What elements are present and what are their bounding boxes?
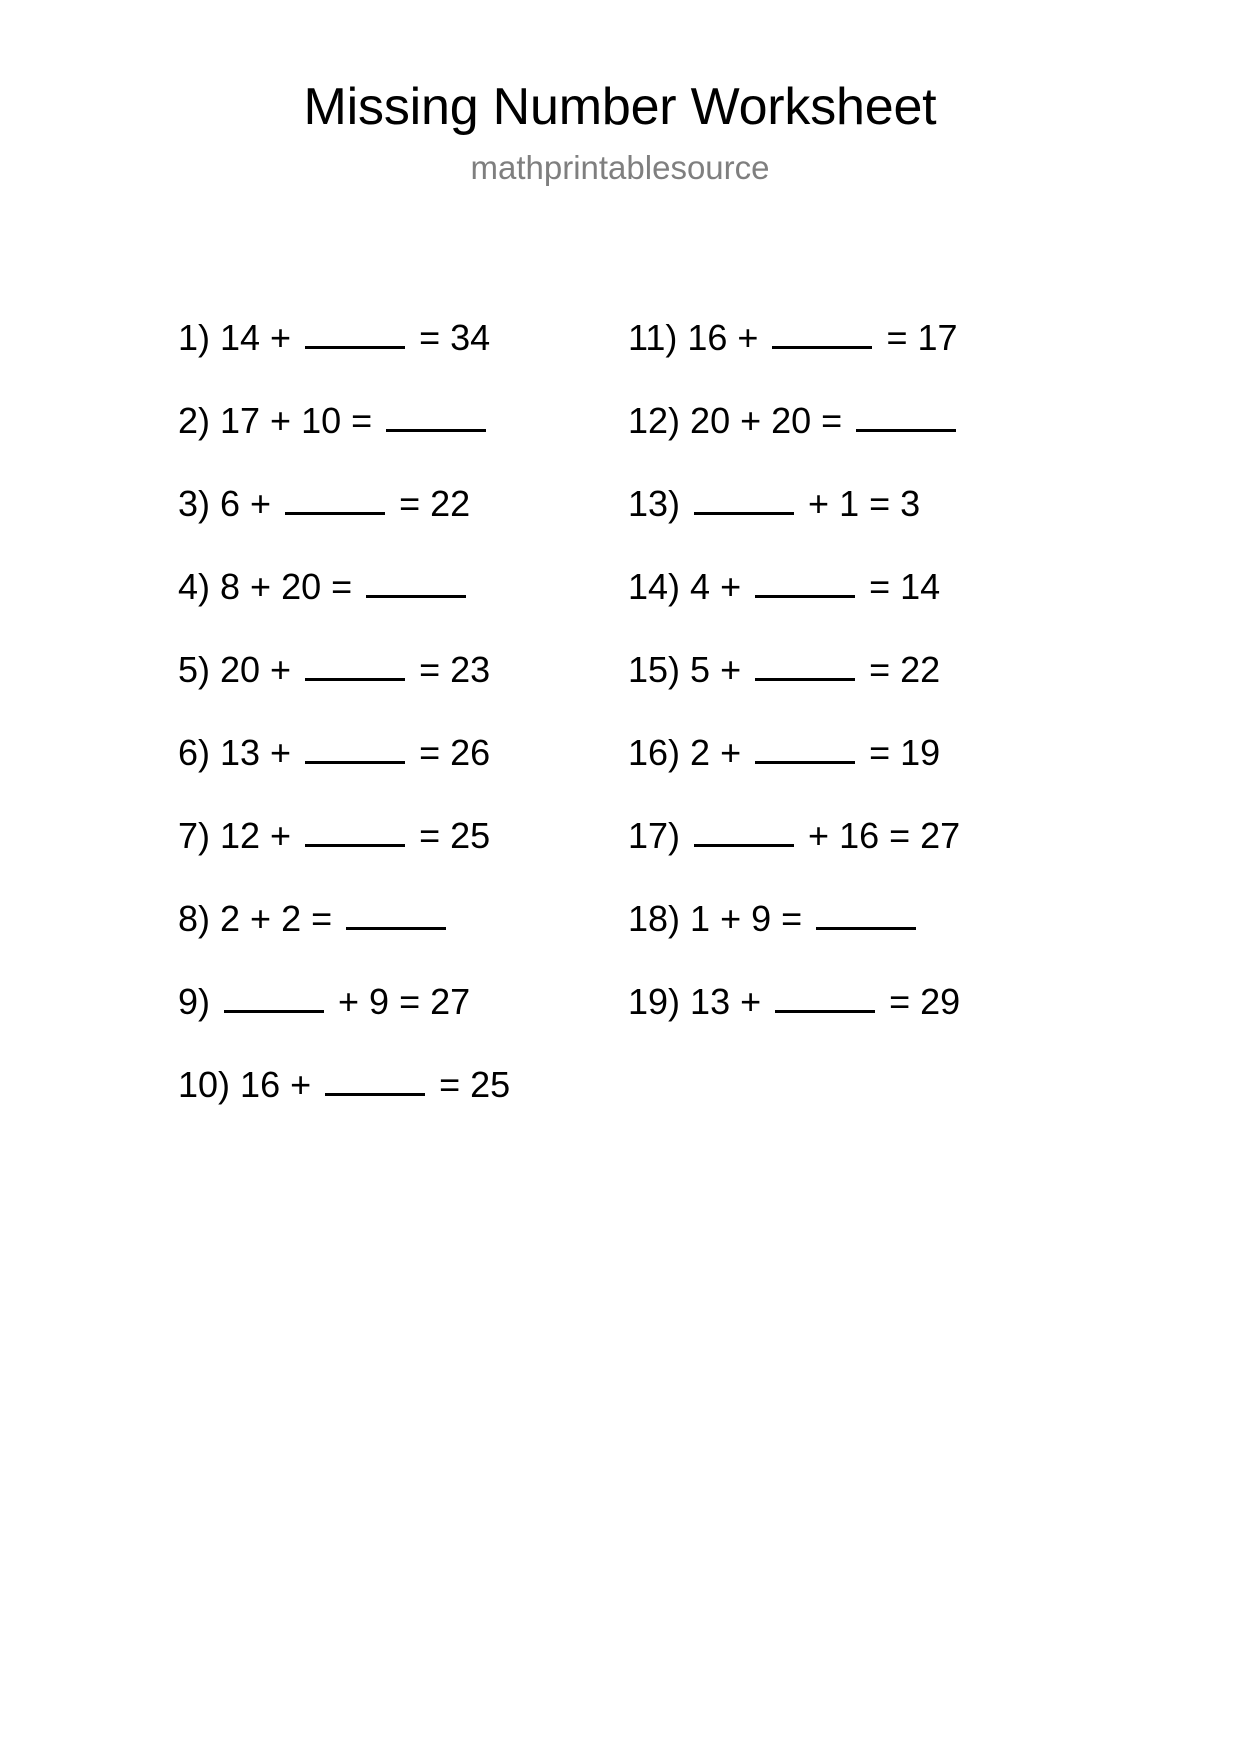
problem-expression-before-blank: 2 + 2 =: [220, 898, 343, 939]
answer-blank[interactable]: [321, 1053, 429, 1097]
problem-number: 17): [628, 815, 691, 856]
problem-expression-after-blank: = 25: [409, 815, 491, 856]
problem-expression-before-blank: 4 +: [690, 566, 752, 607]
problem-expression-after-blank: = 19: [859, 732, 941, 773]
worksheet-header: [0, 78, 1240, 188]
problem-row: [178, 638, 608, 721]
problem-row: [628, 472, 1078, 555]
problem-row: [628, 804, 1078, 887]
answer-blank[interactable]: [362, 555, 470, 599]
problem-number: 8): [178, 898, 221, 939]
answer-blank[interactable]: [301, 804, 409, 848]
answer-blank[interactable]: [690, 472, 798, 516]
problem-row: [628, 389, 1078, 472]
problem-expression-before-blank: 1 + 9 =: [690, 898, 813, 939]
problem-row: [178, 970, 608, 1053]
problem-statement: [178, 555, 470, 609]
page-title: Missing Number Worksheet: [303, 78, 937, 136]
problem-expression-after-blank: = 17: [876, 317, 958, 358]
answer-blank[interactable]: [852, 389, 960, 433]
problem-statement: [178, 472, 470, 526]
problem-statement: [628, 389, 960, 443]
problem-expression-before-blank: 13 +: [690, 981, 772, 1022]
answer-blank[interactable]: [751, 555, 859, 599]
problem-statement: [628, 555, 940, 609]
problem-number: 4): [178, 566, 221, 607]
problem-statement: [178, 389, 490, 443]
problem-number: 19): [628, 981, 691, 1022]
problem-expression-before-blank: 20 +: [220, 649, 302, 690]
problem-statement: [628, 970, 960, 1024]
problem-grid: [0, 306, 1240, 1186]
problem-statement: [628, 887, 920, 941]
problem-row: [178, 472, 608, 555]
problem-number: 6): [178, 732, 221, 773]
problem-statement: [178, 887, 450, 941]
problem-statement: [628, 306, 958, 360]
problem-statement: [178, 970, 470, 1024]
problem-expression-before-blank: 2 +: [690, 732, 752, 773]
problem-row: [628, 970, 1078, 1053]
problem-number: 5): [178, 649, 221, 690]
problem-expression-before-blank: 13 +: [220, 732, 302, 773]
problem-row: [178, 804, 608, 887]
answer-blank[interactable]: [220, 970, 328, 1014]
problem-statement: [178, 721, 490, 775]
problem-statement: [178, 638, 490, 692]
problem-number: 7): [178, 815, 221, 856]
problem-statement: [628, 472, 920, 526]
problem-statement: [628, 638, 940, 692]
problem-number: 10): [178, 1064, 241, 1105]
problem-number: 9): [178, 981, 221, 1022]
problem-number: 3): [178, 483, 221, 524]
answer-blank[interactable]: [690, 804, 798, 848]
problem-column-left: [178, 306, 608, 1136]
problem-statement: [628, 804, 960, 858]
problem-number: 12): [628, 400, 691, 441]
answer-blank[interactable]: [812, 887, 920, 931]
problem-expression-after-blank: = 14: [859, 566, 941, 607]
problem-expression-before-blank: 6 +: [220, 483, 282, 524]
problem-expression-before-blank: 12 +: [220, 815, 302, 856]
problem-expression-before-blank: 16 +: [240, 1064, 322, 1105]
problem-row: [178, 555, 608, 638]
problem-number: 16): [628, 732, 691, 773]
problem-expression-before-blank: 14 +: [220, 317, 302, 358]
answer-blank[interactable]: [771, 970, 879, 1014]
problem-expression-before-blank: 5 +: [690, 649, 752, 690]
answer-blank[interactable]: [751, 721, 859, 765]
problem-row: [628, 887, 1078, 970]
problem-row: [178, 389, 608, 472]
problem-row: [628, 638, 1078, 721]
problem-row: [178, 306, 608, 389]
problem-row: [178, 887, 608, 970]
problem-expression-before-blank: 20 + 20 =: [690, 400, 853, 441]
answer-blank[interactable]: [301, 638, 409, 682]
answer-blank[interactable]: [301, 721, 409, 765]
problem-number: 1): [178, 317, 221, 358]
page-subtitle: mathprintablesource: [470, 149, 770, 187]
problem-number: 13): [628, 483, 691, 524]
problem-expression-after-blank: = 26: [409, 732, 491, 773]
problem-expression-after-blank: + 9 = 27: [328, 981, 471, 1022]
problem-expression-after-blank: = 22: [859, 649, 941, 690]
problem-row: [178, 1053, 608, 1136]
problem-number: 2): [178, 400, 221, 441]
problem-expression-after-blank: + 16 = 27: [798, 815, 961, 856]
problem-number: 18): [628, 898, 691, 939]
problem-column-right: [628, 306, 1078, 1053]
answer-blank[interactable]: [382, 389, 490, 433]
answer-blank[interactable]: [281, 472, 389, 516]
problem-row: [178, 721, 608, 804]
problem-expression-after-blank: = 23: [409, 649, 491, 690]
problem-statement: [628, 721, 940, 775]
problem-expression-after-blank: = 22: [389, 483, 471, 524]
problem-statement: [178, 306, 490, 360]
problem-expression-after-blank: + 1 = 3: [798, 483, 921, 524]
problem-statement: [178, 1053, 510, 1107]
problem-row: [628, 306, 1078, 389]
problem-expression-after-blank: = 29: [879, 981, 961, 1022]
problem-expression-before-blank: 8 + 20 =: [220, 566, 363, 607]
problem-number: 14): [628, 566, 691, 607]
answer-blank[interactable]: [768, 306, 876, 350]
problem-expression-before-blank: 17 + 10 =: [220, 400, 383, 441]
answer-blank[interactable]: [342, 887, 450, 931]
problem-expression-before-blank: 16 +: [687, 317, 769, 358]
problem-statement: [178, 804, 490, 858]
problem-row: [628, 555, 1078, 638]
answer-blank[interactable]: [301, 306, 409, 350]
problem-row: [628, 721, 1078, 804]
problem-number: 11): [628, 317, 688, 358]
problem-expression-after-blank: = 34: [409, 317, 491, 358]
problem-number: 15): [628, 649, 691, 690]
problem-expression-after-blank: = 25: [429, 1064, 511, 1105]
answer-blank[interactable]: [751, 638, 859, 682]
